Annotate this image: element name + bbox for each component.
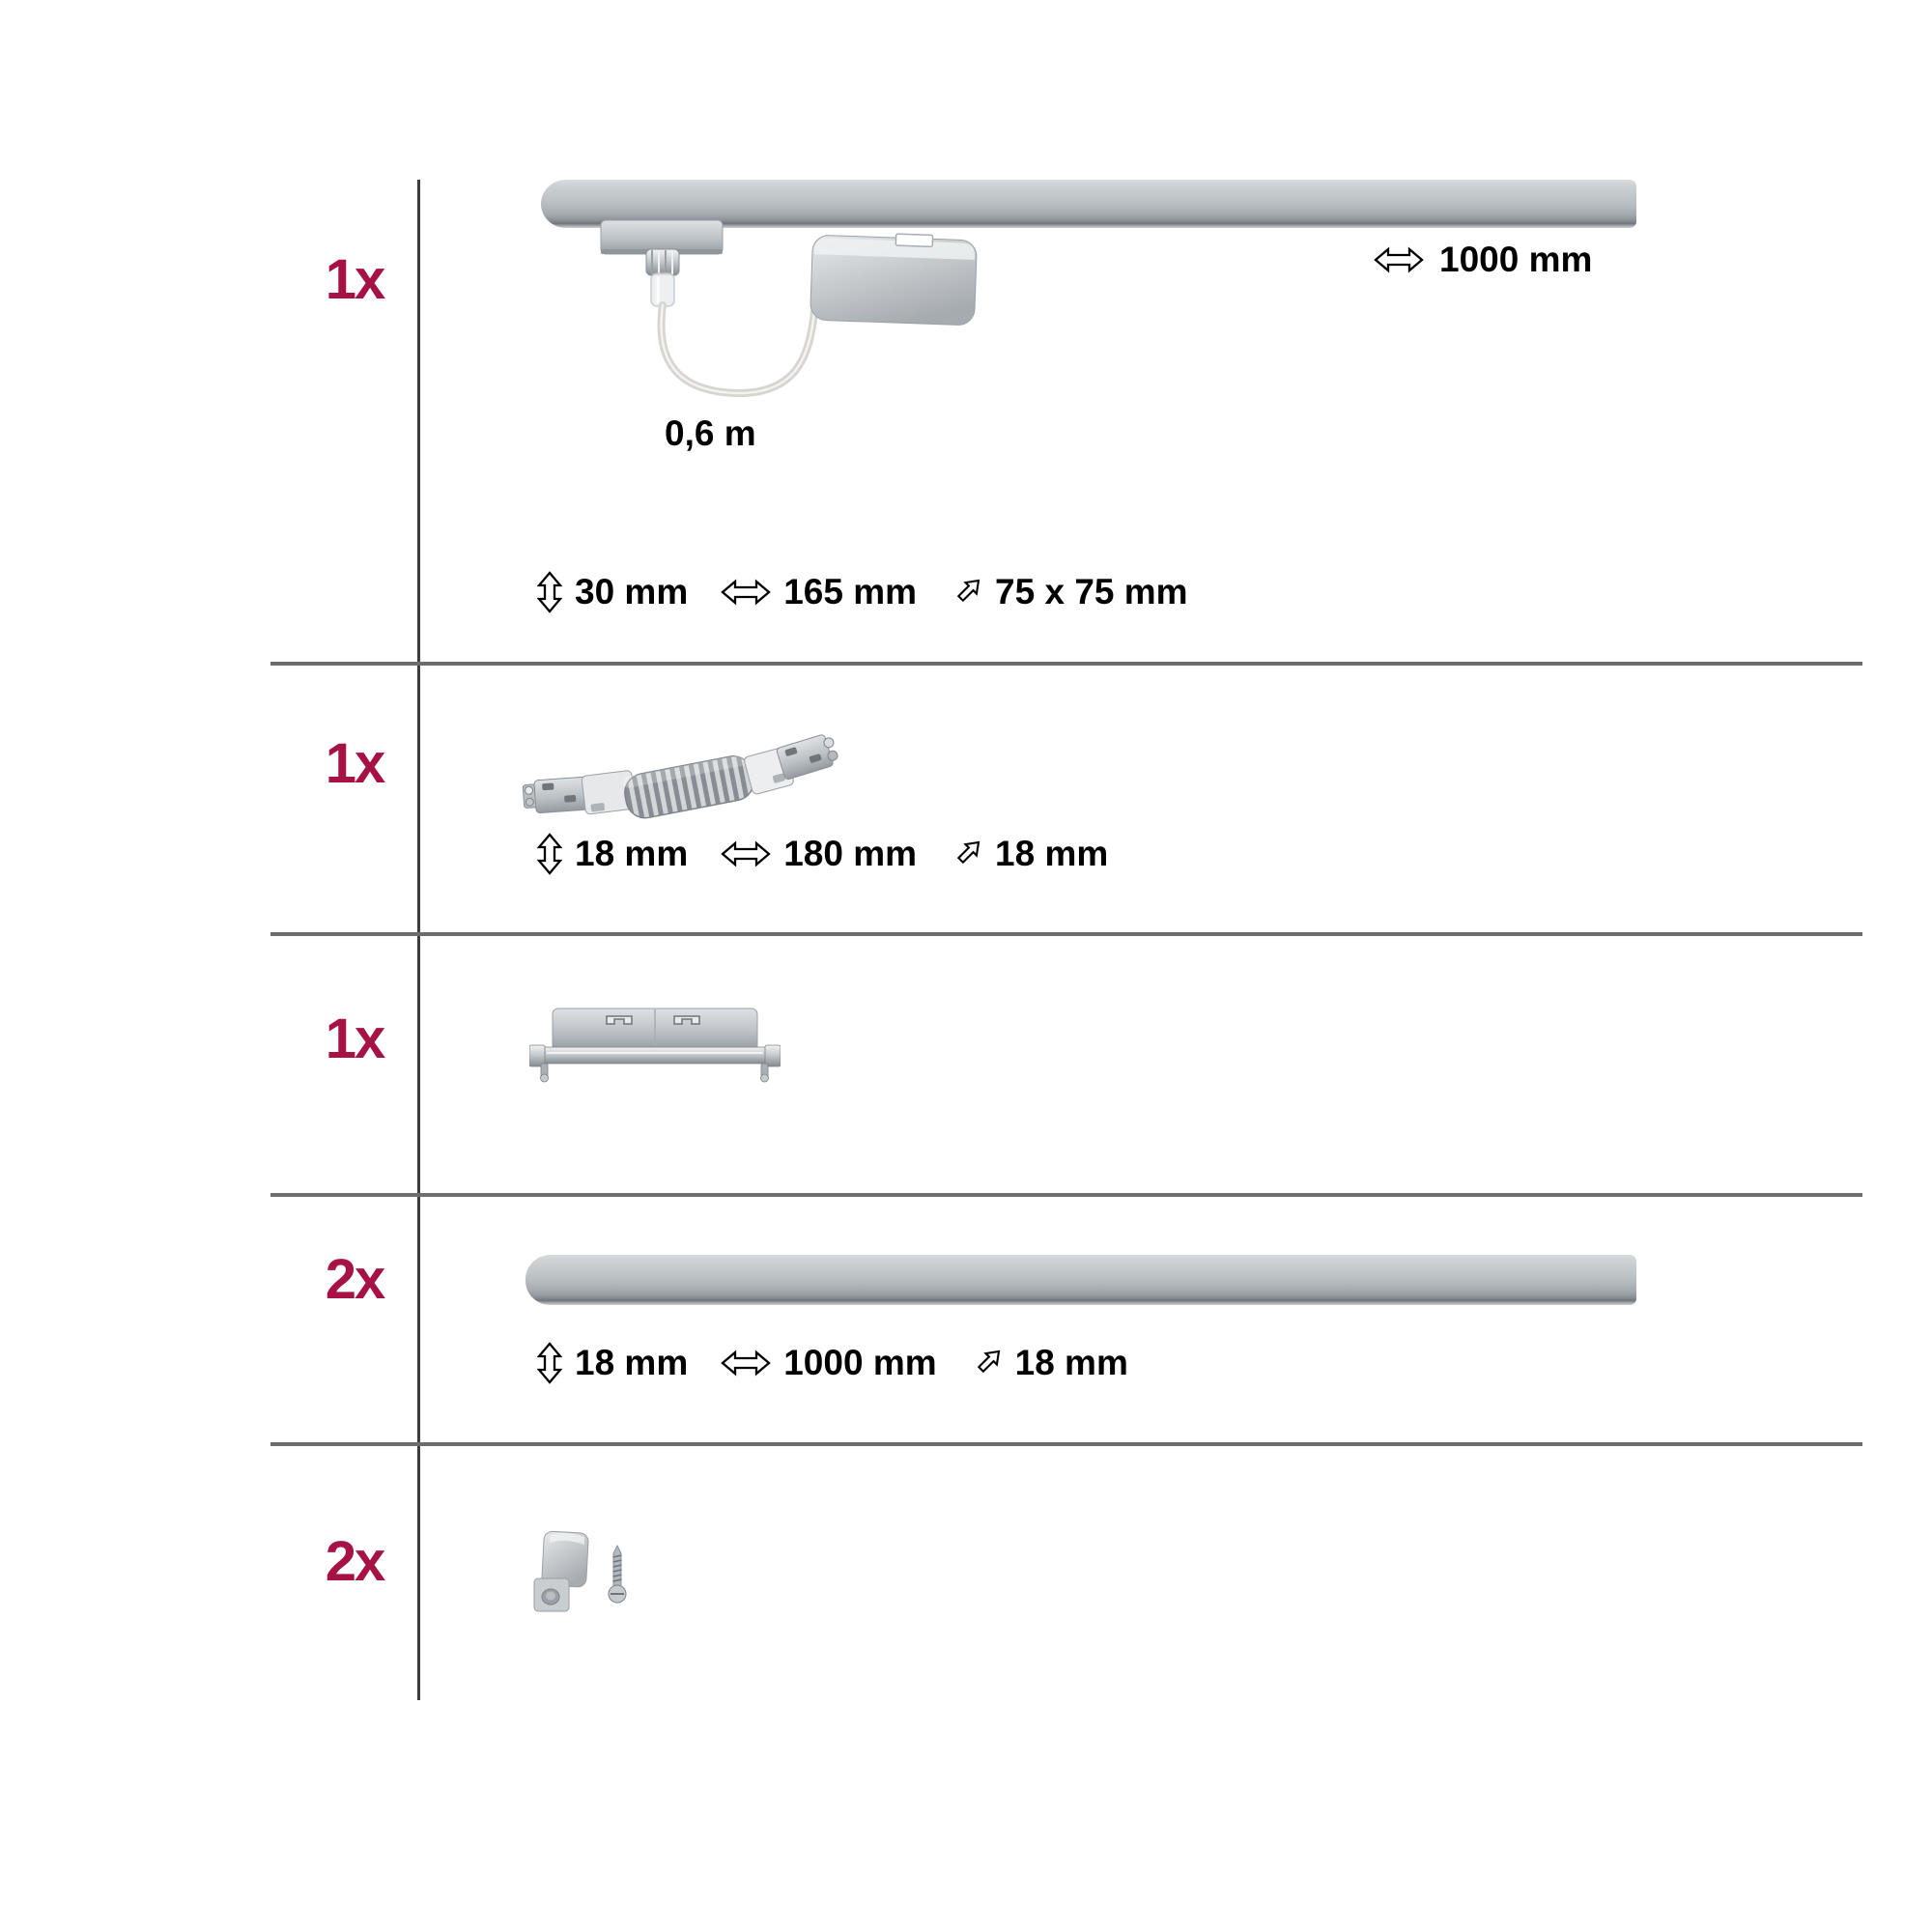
track-connector-image: [529, 1003, 781, 1085]
flex-connector-image: [522, 726, 840, 833]
dimension-value: 18 mm: [575, 1343, 689, 1382]
dimension-value: 18 mm: [995, 834, 1109, 873]
track-rail-image: [526, 1255, 1636, 1305]
width-arrow-icon: [721, 579, 771, 606]
height-arrow-icon: [537, 1342, 562, 1384]
width-arrow-icon: [1374, 246, 1424, 273]
dimension-spec: [950, 834, 1108, 874]
power-feed-image: [580, 213, 995, 454]
dimension-spec: [970, 1343, 1128, 1383]
quantity-label: 2x: [325, 1530, 384, 1593]
quantity-label: 1x: [325, 732, 384, 795]
diagonal-arrow-icon: [970, 1348, 1003, 1378]
width-arrow-icon: [721, 840, 771, 867]
row-separator-line: [270, 1193, 1862, 1197]
dimension-value: 30 mm: [575, 572, 689, 611]
dimension-spec: [721, 572, 917, 612]
rail-length-value: 1000 mm: [1439, 240, 1593, 279]
cable-length-label: [665, 415, 756, 451]
diagonal-arrow-icon: [950, 577, 982, 608]
rail-length-label: [1374, 242, 1592, 277]
dimension-spec: [950, 572, 1188, 612]
dimension-row: [537, 1342, 1161, 1384]
column-divider-line: [417, 180, 420, 1700]
dimension-value: 18 mm: [575, 834, 689, 873]
row-separator-line: [270, 1442, 1862, 1446]
quantity-label: 1x: [325, 1008, 384, 1070]
dimension-spec: [537, 1342, 688, 1384]
dimension-spec: [721, 1343, 936, 1383]
quantity-label: 1x: [325, 248, 384, 311]
height-arrow-icon: [537, 571, 562, 613]
row-separator-line: [270, 932, 1862, 936]
screw-image: [607, 1544, 628, 1605]
row-separator-line: [270, 662, 1862, 666]
dimension-value: 18 mm: [1014, 1343, 1128, 1382]
diagonal-arrow-icon: [950, 838, 982, 869]
end-cap-image: [529, 1530, 597, 1622]
dimension-value: 1000 mm: [783, 1343, 937, 1382]
dimension-row: [537, 571, 1221, 613]
cable-length-value: 0,6 m: [665, 413, 756, 453]
dimension-row: [537, 833, 1141, 875]
dimension-spec: [537, 571, 688, 613]
quantity-label: 2x: [325, 1248, 384, 1311]
width-arrow-icon: [721, 1350, 771, 1377]
dimension-value: 180 mm: [783, 834, 918, 873]
dimension-spec: [537, 833, 688, 875]
dimension-spec: [721, 834, 917, 874]
height-arrow-icon: [537, 833, 562, 875]
dimension-value: 165 mm: [783, 572, 918, 611]
dimension-value: 75 x 75 mm: [995, 572, 1188, 611]
